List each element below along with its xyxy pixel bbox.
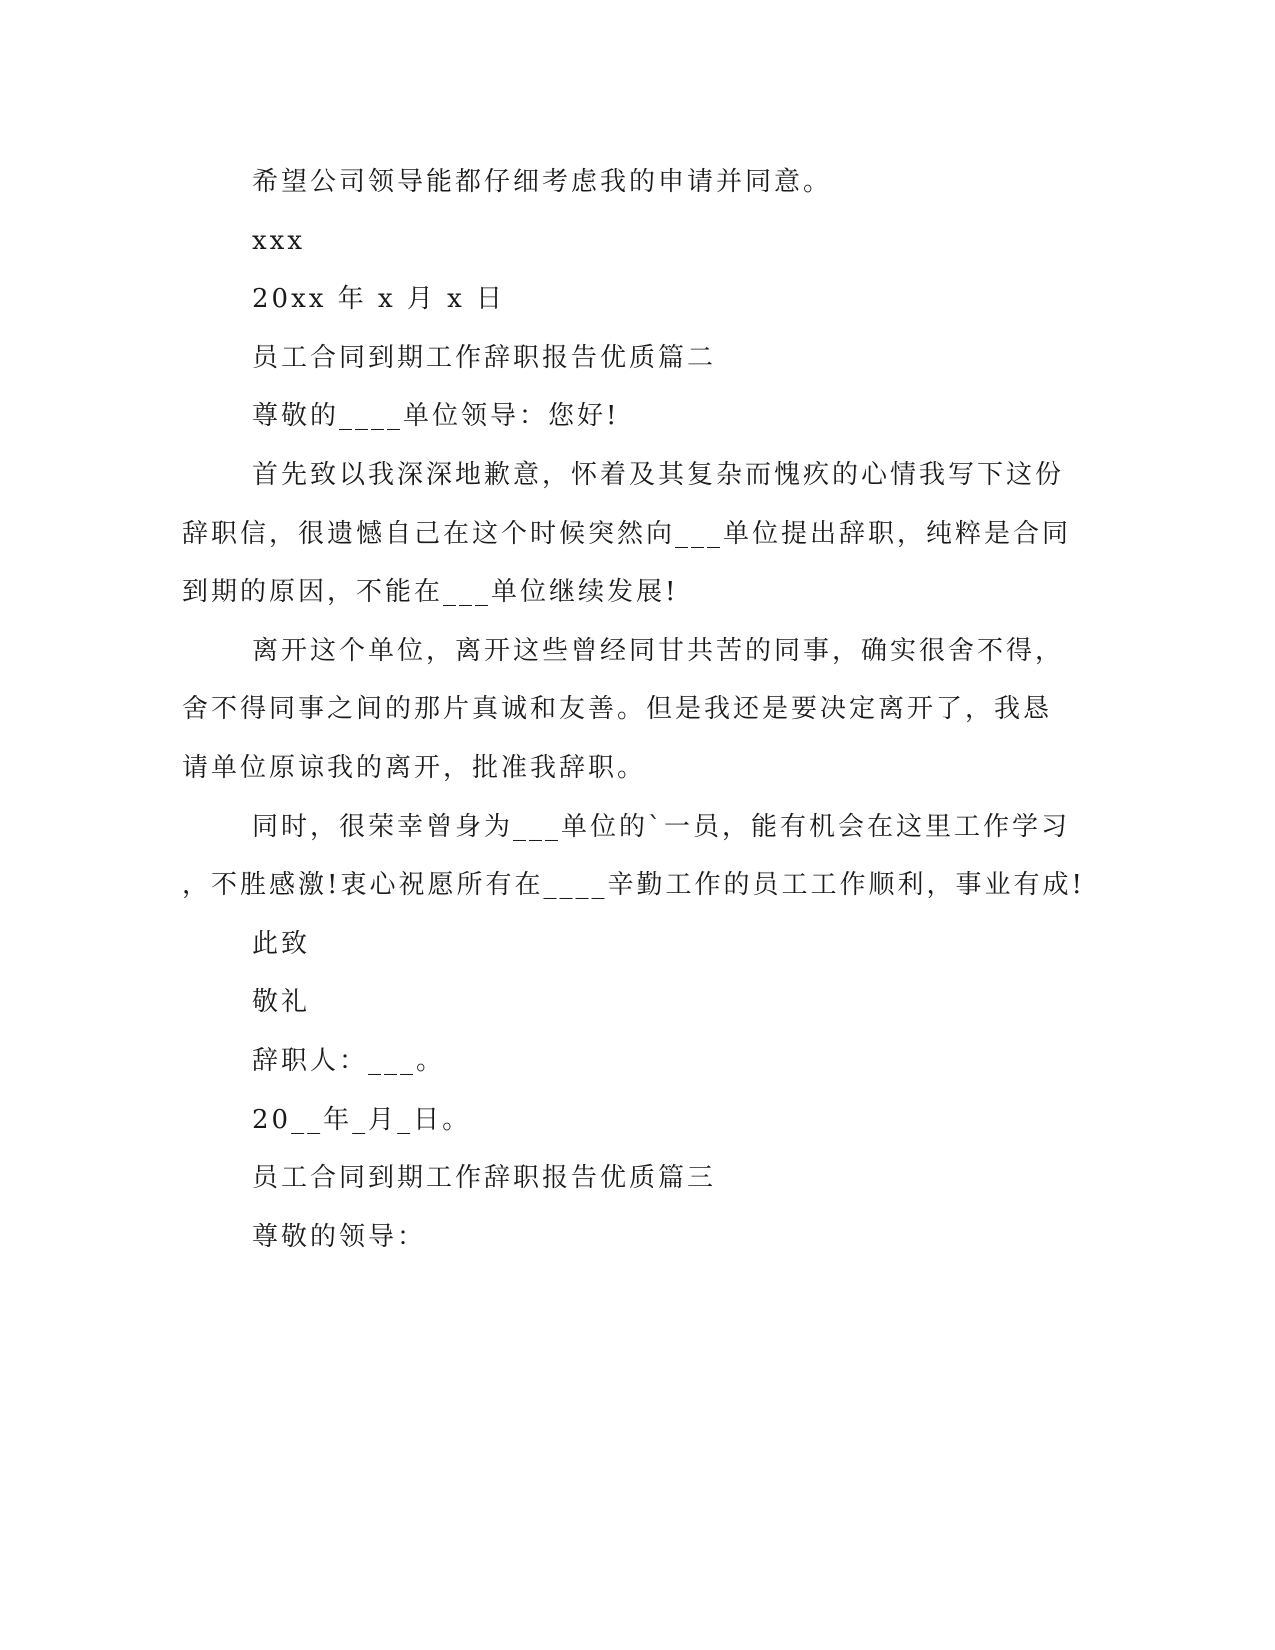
salutation-2: 尊敬的____单位领导：您好! <box>252 401 620 431</box>
paragraph-1-line-1: 首先致以我深深地歉意，怀着及其复杂而愧疚的心情我写下这份 <box>252 460 1065 490</box>
signature-name: xxx <box>252 226 305 256</box>
section-heading-2: 员工合同到期工作辞职报告优质篇二 <box>252 343 717 373</box>
signature-date: 20xx 年 x 月 x 日 <box>252 284 506 314</box>
closing-ci-zhi: 此致 <box>252 929 311 959</box>
salutation-3: 尊敬的领导： <box>252 1222 427 1252</box>
paragraph-3-line-1: 同时，很荣幸曾身为___单位的`一员，能有机会在这里工作学习 <box>252 812 1071 842</box>
date-line: 20__年_月_日。 <box>252 1105 472 1135</box>
closing-request-line: 希望公司领导能都仔细考虑我的申请并同意。 <box>252 167 833 197</box>
paragraph-2-line-1: 离开这个单位，离开这些曾经同甘共苦的同事，确实很舍不得， <box>252 636 1065 666</box>
resigner-line: 辞职人：___。 <box>252 1046 446 1076</box>
paragraph-3-line-2: ，不胜感激!衷心祝愿所有在____辛勤工作的员工工作顺利，事业有成! <box>182 870 1085 900</box>
section-heading-3: 员工合同到期工作辞职报告优质篇三 <box>252 1163 717 1193</box>
paragraph-2-line-2: 舍不得同事之间的那片真诚和友善。但是我还是要决定离开了，我恳 <box>182 694 1053 724</box>
paragraph-1-line-3: 到期的原因，不能在___单位继续发展! <box>182 577 679 607</box>
paragraph-1-line-2: 辞职信，很遗憾自己在这个时候突然向___单位提出辞职，纯粹是合同 <box>182 519 1072 549</box>
closing-jing-li: 敬礼 <box>252 987 311 1017</box>
paragraph-2-line-3: 请单位原谅我的离开，批准我辞职。 <box>182 753 647 783</box>
